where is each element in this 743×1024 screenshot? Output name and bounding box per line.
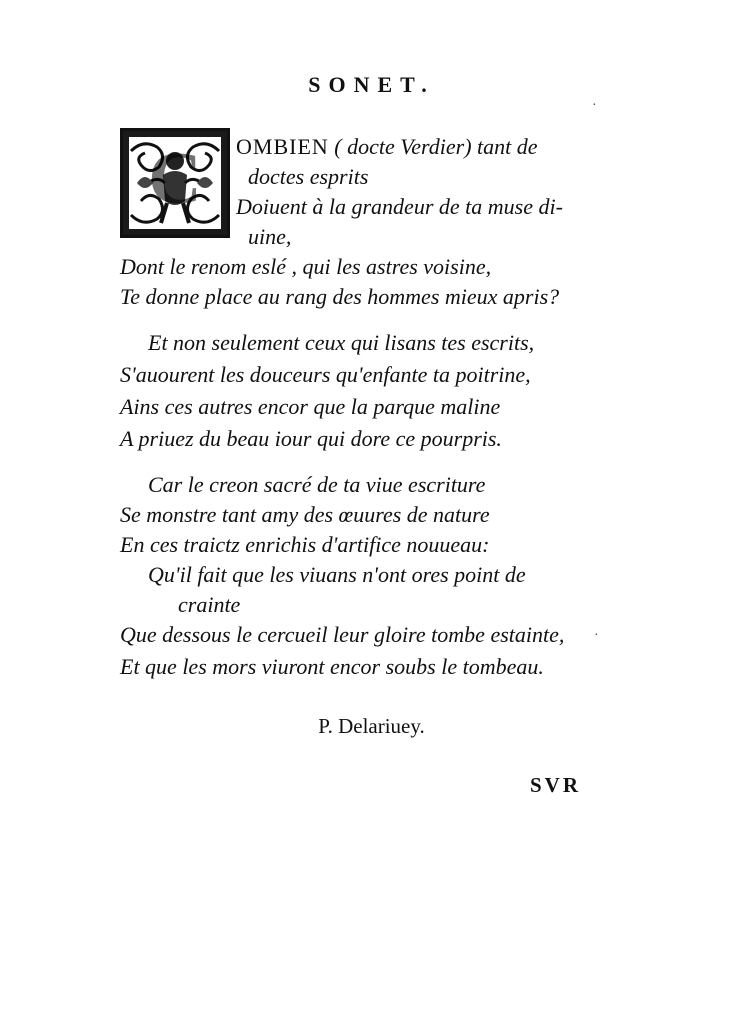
speck-mark: ·	[594, 628, 599, 643]
dropcap-ornament-icon	[123, 131, 227, 235]
verse-line: uine,	[248, 224, 292, 249]
ornamental-dropcap	[120, 128, 230, 238]
catchword: SVR	[530, 773, 582, 797]
verse-line: A priuez du beau iour qui dore ce pourpris.	[120, 426, 502, 451]
dropcap-letter: C	[148, 138, 202, 220]
verse-line: Que dessous le cercueil leur gloire tombe estainte,	[120, 622, 565, 647]
verse-line: Se monstre tant amy des œuures de nature	[120, 502, 490, 527]
verse-line: Et non seulement ceux qui lisans tes escrits,	[148, 330, 535, 355]
verse-line: Te donne place au rang des hommes mieux apris?	[120, 284, 560, 309]
verse-line: Et que les mors viuront encor soubs le tombeau.	[120, 654, 544, 679]
verse-line: S'auourent les douceurs qu'enfante ta poitrine,	[120, 362, 531, 387]
verse-line: Ains ces autres encor que la parque maline	[120, 394, 501, 419]
author-signature: P. Delariuey.	[318, 714, 425, 738]
verse-line: Doiuent à la grandeur de ta muse di-	[236, 194, 563, 219]
verse-line: En ces traictz enrichis d'artifice nouueau:	[120, 532, 490, 557]
verse-line-rest: ( docte Verdier) tant de	[334, 134, 538, 159]
verse-line: crainte	[178, 592, 241, 617]
verse-line: Qu'il fait que les viuans n'ont ores point de	[148, 562, 526, 587]
verse-line-caps: OMBIEN	[236, 134, 329, 159]
verse-line	[236, 136, 538, 158]
verse-line: Car le creon sacré de ta viue escriture	[148, 472, 486, 497]
verse-line: doctes esprits	[248, 164, 369, 189]
speck-mark: ·	[592, 98, 597, 113]
page-title: SONET.	[308, 72, 435, 97]
verse-line: Dont le renom eslé , qui les astres voisine,	[120, 254, 492, 279]
